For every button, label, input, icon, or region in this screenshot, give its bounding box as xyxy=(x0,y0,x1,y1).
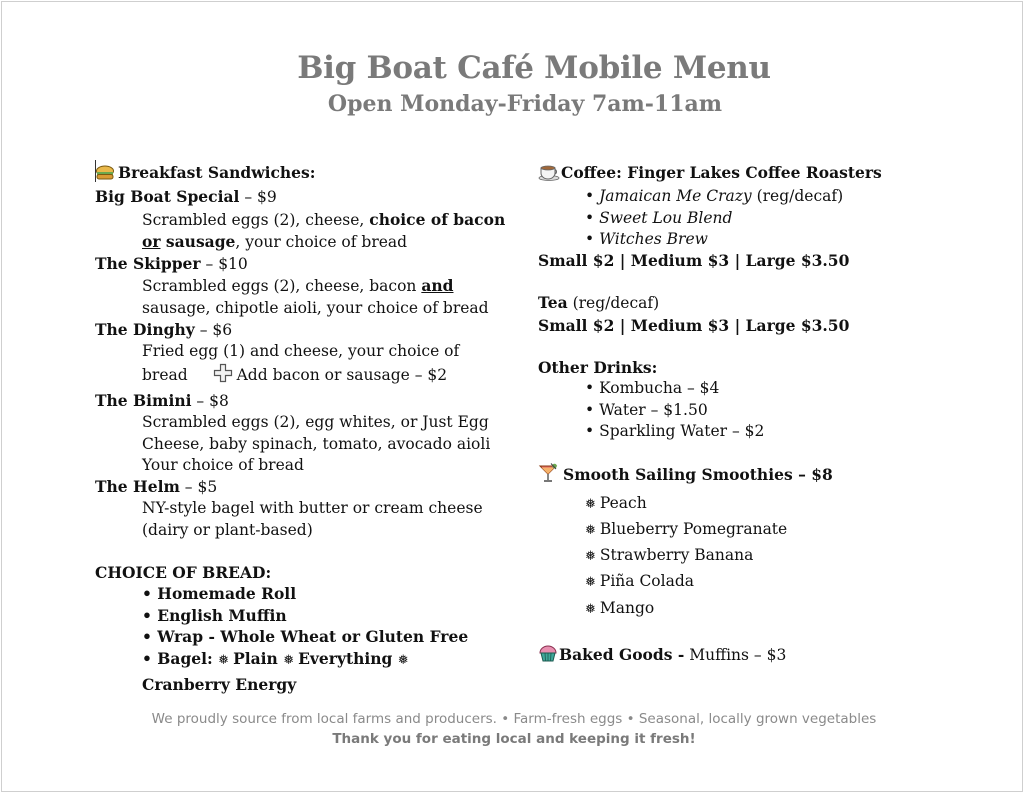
footer-sourcing-note: We proudly source from local farms and producers. • Farm-fresh eggs • Seasonal, locally grown vegetables xyxy=(151,711,877,727)
bagel-label: • Bagel: xyxy=(142,649,219,669)
coffee-option xyxy=(538,229,938,250)
other-drinks-heading: Other Drinks: xyxy=(538,358,658,378)
smoothie-option xyxy=(538,517,938,543)
bullet: • xyxy=(585,208,600,227)
smoothie-option xyxy=(538,596,938,622)
left-column xyxy=(95,162,506,695)
tea-heading xyxy=(538,292,938,314)
breakfast-heading-text: Breakfast Sandwiches: xyxy=(118,163,316,182)
bread-option xyxy=(95,647,495,673)
tea-prices: Small $2 | Medium $3 | Large $3.50 xyxy=(538,315,850,335)
item-description xyxy=(95,209,506,231)
desc-bold: choice of bacon xyxy=(369,209,506,229)
baked-goods xyxy=(538,643,938,669)
spacer xyxy=(538,271,938,292)
snowflake-icon: ❅ xyxy=(283,653,295,669)
drink-option: • Sparkling Water – $2 xyxy=(585,421,765,440)
smoothie-name: Mango xyxy=(599,598,655,617)
item-description xyxy=(95,231,495,253)
plus-icon xyxy=(213,363,233,390)
item-name: The Skipper xyxy=(95,254,201,274)
coffee-name: Jamaican Me Crazy xyxy=(599,187,752,206)
bread-heading: CHOICE OF BREAD: xyxy=(95,563,272,583)
coffee-cup-icon xyxy=(538,163,560,186)
snowflake-icon: ❅ xyxy=(585,575,596,591)
spacer xyxy=(538,442,938,463)
desc-text: Scrambled eggs (2), cheese, bacon xyxy=(142,277,422,296)
item-name: Big Boat Special xyxy=(95,187,240,207)
item-description: NY-style bagel with butter or cream cheese xyxy=(142,499,483,518)
smoothie-name: Peach xyxy=(599,493,647,512)
menu-item-skipper xyxy=(95,253,495,275)
smoothies-heading-text: Smooth Sailing Smoothies – $8 xyxy=(563,465,833,485)
spacer xyxy=(95,541,495,562)
item-description: (dairy or plant-based) xyxy=(142,520,313,539)
smoothie-option xyxy=(538,491,938,517)
desc-text: Scrambled eggs (2), cheese, xyxy=(142,210,370,229)
item-price: – $6 xyxy=(194,321,233,340)
right-column xyxy=(538,162,938,669)
item-description xyxy=(95,275,495,297)
snowflake-icon: ❅ xyxy=(585,549,596,565)
desc-bold: sausage xyxy=(160,231,236,251)
sandwich-icon xyxy=(95,165,115,186)
desc-bold-underline: and xyxy=(421,276,454,296)
desc-bold-underline: or xyxy=(142,231,161,251)
breakfast-heading xyxy=(95,162,495,186)
footer-thanks: Thank you for eating local and keeping it fresh! xyxy=(332,731,696,747)
desc-text: , your choice of bread xyxy=(235,232,408,251)
smoothie-name: Strawberry Banana xyxy=(599,546,754,565)
bullet: • xyxy=(585,187,600,206)
snowflake-icon: ❅ xyxy=(218,653,230,669)
smoothie-name: Piña Colada xyxy=(599,572,694,591)
menu-item-big-boat xyxy=(95,186,495,208)
coffee-heading-text: Coffee: Finger Lakes Coffee Roasters xyxy=(561,163,882,182)
bread-option: • Homemade Roll xyxy=(142,584,297,604)
coffee-name: Witches Brew xyxy=(599,229,708,248)
bullet: • xyxy=(585,229,600,248)
hours-subtitle: Open Monday-Friday 7am-11am xyxy=(327,91,723,117)
page-title: Big Boat Café Mobile Menu xyxy=(297,50,771,86)
snowflake-icon: ❅ xyxy=(585,601,596,617)
item-price: – $5 xyxy=(179,478,218,497)
tea-note: (reg/decaf) xyxy=(567,294,660,313)
item-description: Your choice of bread xyxy=(142,455,304,474)
smoothie-option xyxy=(538,543,938,569)
item-description: Cheese, baby spinach, tomato, avocado aioli xyxy=(142,434,491,453)
item-description: sausage, chipotle aioli, your choice of bread xyxy=(142,298,489,317)
tea-name: Tea xyxy=(538,293,568,313)
coffee-option xyxy=(538,186,938,207)
bread-option: Cranberry Energy xyxy=(142,674,297,694)
coffee-name: Sweet Lou Blend xyxy=(599,208,733,227)
cupcake-icon xyxy=(538,643,558,669)
snowflake-icon: ❅ xyxy=(585,496,596,512)
item-name: The Bimini xyxy=(95,390,192,410)
snowflake-icon: ❅ xyxy=(397,653,409,669)
item-name: The Dinghy xyxy=(95,320,195,340)
bread-option: • English Muffin xyxy=(142,605,287,625)
bagel-plain: Plain xyxy=(233,649,284,669)
smoothie-name: Blueberry Pomegranate xyxy=(599,519,788,538)
coffee-prices: Small $2 | Medium $3 | Large $3.50 xyxy=(538,251,850,271)
desc-text: bread xyxy=(142,365,188,384)
spacer xyxy=(538,622,938,643)
coffee-note: (reg/decaf) xyxy=(751,187,844,206)
bagel-everything: Everything xyxy=(298,649,398,669)
menu-item-bimini xyxy=(95,390,495,412)
coffee-heading xyxy=(538,162,938,186)
smoothies-heading xyxy=(538,463,938,490)
desc-text: Add bacon or sausage – $2 xyxy=(236,365,448,384)
menu-item-dinghy xyxy=(95,319,495,341)
baked-heading: Baked Goods - xyxy=(559,645,685,665)
cocktail-icon xyxy=(538,463,560,490)
item-description xyxy=(95,363,495,390)
menu-page xyxy=(1,1,1023,792)
item-description: Scrambled eggs (2), egg whites, or Just Egg xyxy=(142,413,489,432)
item-description: Fried egg (1) and cheese, your choice of xyxy=(142,342,460,361)
coffee-option xyxy=(538,208,938,229)
item-price: – $9 xyxy=(239,188,277,207)
baked-item: Muffins – $3 xyxy=(684,646,787,665)
drink-option: • Water – $1.50 xyxy=(585,400,708,419)
bread-option: • Wrap - Whole Wheat or Gluten Free xyxy=(142,626,469,646)
drink-option: • Kombucha – $4 xyxy=(585,379,720,398)
spacer xyxy=(538,336,938,357)
smoothie-option xyxy=(538,569,938,595)
item-price: – $8 xyxy=(191,391,229,410)
item-name: The Helm xyxy=(95,477,180,497)
item-price: – $10 xyxy=(200,255,248,274)
menu-item-helm xyxy=(95,476,495,498)
snowflake-icon: ❅ xyxy=(585,522,596,538)
